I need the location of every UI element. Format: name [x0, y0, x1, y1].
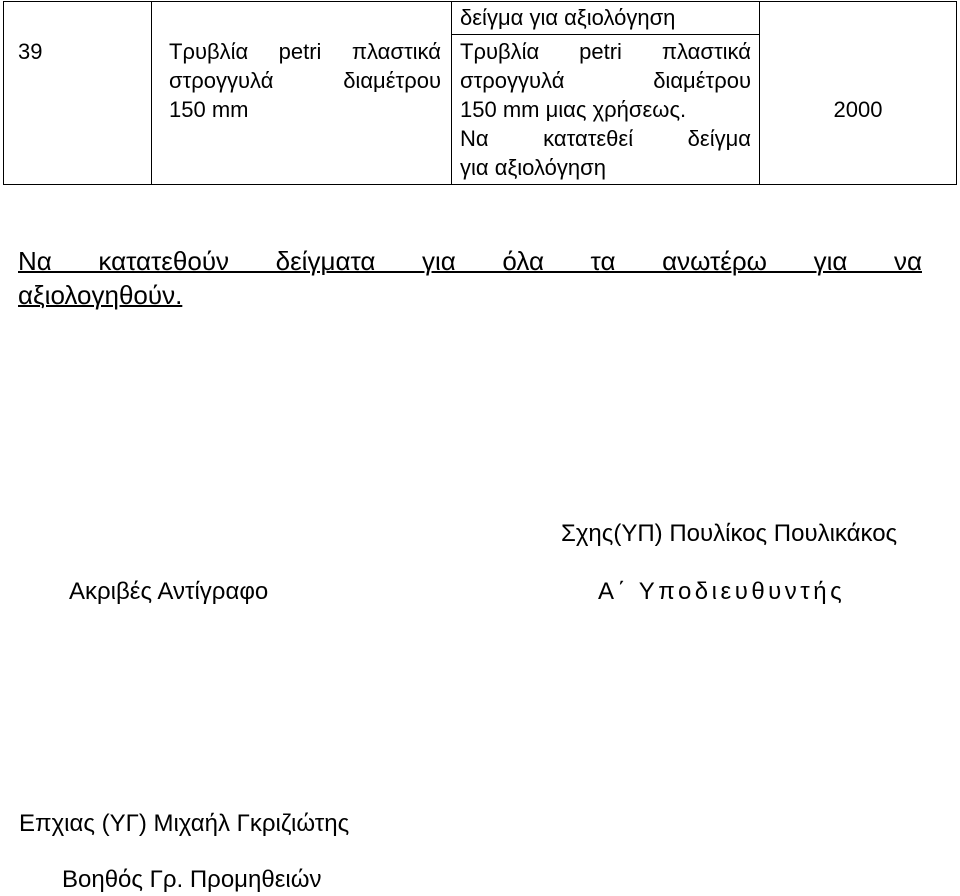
quantity-cell: [760, 2, 957, 185]
description-line: στρογγυλά διαμέτρου: [460, 68, 751, 93]
signatory-right-title: Α΄ Υποδιευθυντής: [598, 578, 846, 605]
notice-line: Να κατατεθούν δείγματα για όλα τα ανωτέρω για να: [18, 246, 922, 276]
item-description-cell: [452, 2, 760, 185]
item-name-line: στρογγυλά διαμέτρου: [169, 68, 441, 93]
samples-notice: [18, 244, 922, 312]
description-line: Τρυβλία petri πλαστικά: [460, 39, 751, 64]
item-number: 39: [18, 39, 43, 64]
notice-line: αξιολογηθούν.: [18, 280, 183, 310]
item-number-cell: [4, 2, 152, 185]
table-row: [4, 2, 957, 185]
quantity-value: 2000: [833, 96, 883, 122]
item-name-cell: [152, 2, 452, 185]
item-name-line: Τρυβλία petri πλαστικά: [169, 39, 441, 64]
description-line: για αξιολόγηση: [460, 155, 606, 180]
description-top-line: δείγμα για αξιολόγηση: [452, 2, 759, 35]
description-line: 150 mm μιας χρήσεως.: [460, 97, 687, 122]
item-name-line: 150 mm: [169, 97, 249, 122]
signatory-left-name: Επχιας (ΥΓ) Μιχαήλ Γκριζιώτης: [19, 810, 350, 837]
signatory-right-name: Σχης(ΥΠ) Πουλίκος Πουλικάκος: [561, 520, 898, 547]
spec-table: [3, 1, 957, 185]
description-line: Να κατατεθεί δείγμα: [460, 126, 751, 151]
description-body: [452, 35, 759, 184]
signatory-left-title: Βοηθός Γρ. Προμηθειών: [62, 866, 322, 893]
true-copy-label: Ακριβές Αντίγραφο: [69, 578, 269, 605]
